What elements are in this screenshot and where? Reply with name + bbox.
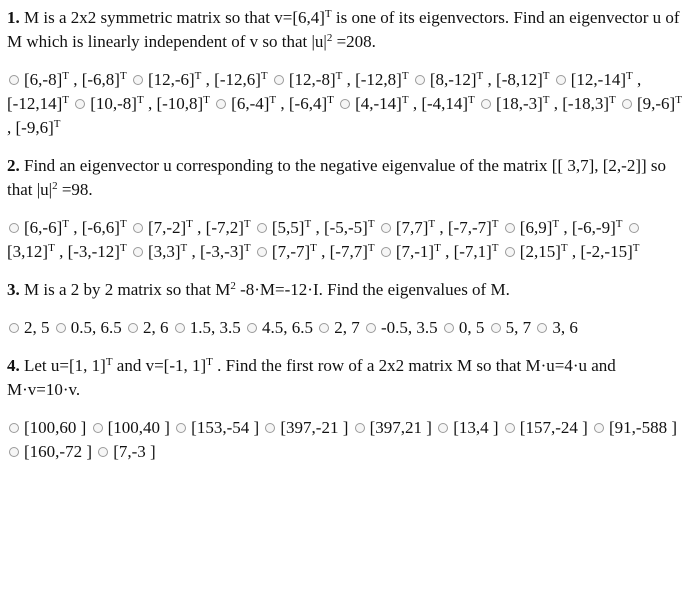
option-vector: [2,15] — [519, 242, 561, 261]
option-vector: [6,-8] — [24, 70, 63, 89]
answer-option[interactable] — [489, 318, 532, 337]
question-4 — [7, 354, 690, 464]
answer-option[interactable] — [174, 418, 259, 437]
radio-button[interactable] — [133, 247, 143, 257]
answer-option[interactable]: $[7,7]^T$ , $[-7,-7]^T$ — [379, 218, 499, 237]
option-vector: [6,9] — [519, 218, 553, 237]
answer-option[interactable]: $[18,-3]^T$ , $[-18,3]^T$ — [479, 94, 616, 113]
option-label: [160,-72 ] — [24, 442, 92, 461]
radio-button[interactable] — [257, 247, 267, 257]
answer-option[interactable] — [96, 442, 155, 461]
answer-option[interactable]: $[6,9]^T$ , $[-6,-9]^T$ — [503, 218, 623, 237]
option-label: 2, 6 — [143, 318, 169, 337]
question-number: 2. — [7, 156, 20, 175]
answer-option[interactable] — [91, 418, 170, 437]
answer-option[interactable]: $[6,-6]^T$ , $[-6,6]^T$ — [7, 218, 127, 237]
answer-option[interactable] — [7, 442, 92, 461]
radio-button[interactable] — [216, 99, 226, 109]
answer-option[interactable]: $[10,-8]^T$ , $[-10,8]^T$ — [73, 94, 210, 113]
option-label: [153,-54 ] — [191, 418, 260, 437]
radio-button[interactable] — [319, 323, 329, 333]
question-4-options — [7, 416, 690, 464]
radio-button[interactable] — [355, 423, 365, 433]
question-3-text: 3. M is a 2 by 2 matrix so that $M^2$ -8·M=-12·I. Find the eigenvalues of M. — [7, 280, 510, 299]
radio-button[interactable] — [93, 423, 103, 433]
option-vector: [4,-14] — [355, 94, 402, 113]
option-vector: [5,5] — [271, 218, 305, 237]
radio-button[interactable] — [505, 223, 515, 233]
option-vector: [-6,-9] — [571, 218, 616, 237]
option-vector: [-10,8] — [156, 94, 204, 113]
option-vector: [18,-3] — [496, 94, 543, 113]
question-number: 4. — [7, 356, 20, 375]
question-1-options — [7, 68, 690, 140]
radio-button[interactable] — [56, 323, 66, 333]
radio-button[interactable] — [133, 75, 143, 85]
option-vector: [-7,1] — [453, 242, 492, 261]
answer-option[interactable]: $[12,-6]^T$ , $[-12,6]^T$ — [131, 70, 268, 89]
radio-button[interactable] — [9, 423, 19, 433]
answer-option[interactable] — [364, 318, 438, 337]
radio-button[interactable] — [537, 323, 547, 333]
option-label: 2, 5 — [24, 318, 50, 337]
radio-button[interactable] — [133, 223, 143, 233]
radio-button[interactable] — [9, 447, 19, 457]
option-vector: [-7,7] — [329, 242, 368, 261]
radio-button[interactable] — [128, 323, 138, 333]
radio-button[interactable] — [594, 423, 604, 433]
option-vector: [-18,3] — [562, 94, 609, 113]
option-label: 0, 5 — [458, 318, 485, 337]
answer-option[interactable]: $[2,15]^T$ , $[-2,-15]^T$ — [503, 242, 640, 261]
answer-option[interactable] — [263, 418, 348, 437]
option-label: -0.5, 3.5 — [381, 318, 438, 337]
option-vector: [3,3] — [147, 242, 181, 261]
answer-option[interactable] — [442, 318, 485, 337]
option-label: 5, 7 — [505, 318, 532, 337]
radio-button[interactable] — [366, 323, 376, 333]
answer-option[interactable]: $[7,-7]^T$ , $[-7,7]^T$ — [255, 242, 375, 261]
answer-option[interactable]: $[4,-14]^T$ , $[-4,14]^T$ — [338, 94, 475, 113]
radio-button[interactable] — [505, 247, 515, 257]
answer-option[interactable]: $[8,-12]^T$ , $[-8,12]^T$ — [413, 70, 550, 89]
radio-button[interactable] — [265, 423, 275, 433]
option-label: [100,60 ] — [24, 418, 87, 437]
answer-option[interactable]: $[9,-6]^T$ , $[-9,6]^T$ — [7, 94, 682, 137]
radio-button[interactable] — [505, 423, 515, 433]
answer-option[interactable] — [245, 318, 313, 337]
radio-button[interactable] — [175, 323, 185, 333]
option-vector: [-7,-7] — [447, 218, 492, 237]
question-2 — [7, 154, 690, 264]
option-vector: [7,7] — [395, 218, 429, 237]
radio-button[interactable] — [481, 99, 491, 109]
option-vector: [7,-2] — [147, 218, 187, 237]
option-vector: [-6,8] — [81, 70, 120, 89]
radio-button[interactable] — [340, 99, 350, 109]
option-vector: [8,-12] — [429, 70, 477, 89]
radio-button[interactable] — [381, 247, 391, 257]
question-2-options — [7, 216, 690, 264]
radio-button[interactable] — [9, 223, 19, 233]
option-vector: [-3,-12] — [67, 242, 120, 261]
answer-option[interactable]: $[7,-2]^T$ , $[-7,2]^T$ — [131, 218, 251, 237]
radio-button[interactable] — [438, 423, 448, 433]
option-vector: [-6,6] — [81, 218, 120, 237]
radio-button[interactable] — [629, 223, 639, 233]
option-vector: [6,-6] — [24, 218, 63, 237]
answer-option[interactable] — [317, 318, 360, 337]
answer-option[interactable]: $[12,-14]^T$ , $[-12,14]^T$ — [7, 70, 642, 113]
answer-option[interactable] — [535, 318, 578, 337]
option-label: 3, 6 — [552, 318, 578, 337]
radio-button[interactable] — [9, 75, 19, 85]
answer-option[interactable] — [353, 418, 432, 437]
answer-option[interactable]: $[6,-8]^T$ , $[-6,8]^T$ — [7, 70, 127, 89]
option-vector: [-7,2] — [205, 218, 244, 237]
radio-button[interactable] — [98, 447, 108, 457]
option-vector: [-5,-5] — [323, 218, 368, 237]
option-vector: [-2,-15] — [580, 242, 633, 261]
answer-option[interactable]: $[12,-8]^T$ , $[-12,8]^T$ — [272, 70, 409, 89]
option-vector: [3,12] — [7, 242, 49, 261]
question-1-text: 1. M is a 2x2 symmetric matrix so that $v=[6,4]^T$ is one of its eigenvectors. Find an eigenvector u of M which is linearly independent of v so that $|u|^2 =208$. — [7, 8, 680, 51]
radio-button[interactable] — [176, 423, 186, 433]
option-label: 1.5, 3.5 — [189, 318, 241, 337]
option-label: 0.5, 6.5 — [70, 318, 122, 337]
option-vector: [10,-8] — [90, 94, 137, 113]
answer-option[interactable] — [54, 318, 122, 337]
option-label: [100,40 ] — [107, 418, 170, 437]
option-label: [13,4 ] — [453, 418, 499, 437]
question-3-options — [7, 316, 690, 340]
option-label: [157,-24 ] — [519, 418, 588, 437]
question-number: 3. — [7, 280, 20, 299]
question-3 — [7, 278, 690, 340]
radio-button[interactable] — [622, 99, 632, 109]
radio-button[interactable] — [257, 223, 267, 233]
option-label: 4.5, 6.5 — [262, 318, 313, 337]
option-vector: [-8,12] — [496, 70, 543, 89]
option-label: [7,-3 ] — [113, 442, 156, 461]
answer-option[interactable]: $[7,-1]^T$ , $[-7,1]^T$ — [379, 242, 499, 261]
radio-button[interactable] — [247, 323, 257, 333]
radio-button[interactable] — [491, 323, 501, 333]
option-vector: [12,-8] — [288, 70, 336, 89]
option-vector: [-3,-3] — [200, 242, 244, 261]
answer-option[interactable]: $[3,3]^T$ , $[-3,-3]^T$ — [131, 242, 251, 261]
option-label: [91,-588 ] — [609, 418, 677, 437]
answer-option[interactable] — [7, 418, 86, 437]
answer-option[interactable] — [173, 318, 241, 337]
answer-option[interactable] — [592, 418, 677, 437]
option-vector: [-4,14] — [421, 94, 469, 113]
answer-option[interactable] — [7, 318, 50, 337]
option-vector: [7,-1] — [395, 242, 435, 261]
option-vector: [-12,6] — [214, 70, 261, 89]
option-vector: [9,-6] — [636, 94, 676, 113]
question-number: 1. — [7, 8, 20, 27]
radio-button[interactable] — [9, 323, 19, 333]
answer-option[interactable] — [503, 418, 588, 437]
answer-option[interactable] — [436, 418, 498, 437]
answer-option[interactable]: $[5,5]^T$ , $[-5,-5]^T$ — [255, 218, 375, 237]
option-vector: [12,-14] — [570, 70, 626, 89]
option-vector: [6,-4] — [231, 94, 270, 113]
option-vector: [12,-6] — [147, 70, 195, 89]
option-vector: [-12,8] — [355, 70, 402, 89]
option-vector: [-9,6] — [15, 118, 54, 137]
radio-button[interactable] — [444, 323, 454, 333]
radio-button[interactable] — [381, 223, 391, 233]
option-vector: [-6,4] — [288, 94, 328, 113]
option-label: [397,-21 ] — [280, 418, 349, 437]
answer-option[interactable] — [126, 318, 169, 337]
radio-button[interactable] — [415, 75, 425, 85]
option-vector: [7,-7] — [271, 242, 311, 261]
radio-button[interactable] — [556, 75, 566, 85]
option-label: [397,21 ] — [369, 418, 432, 437]
radio-button[interactable] — [75, 99, 85, 109]
answer-option[interactable]: $[3,12]^T$ , $[-3,-12]^T$ — [7, 218, 644, 261]
radio-button[interactable] — [274, 75, 284, 85]
option-label: 2, 7 — [334, 318, 360, 337]
option-vector: [-12,14] — [7, 94, 63, 113]
question-1 — [7, 6, 690, 140]
answer-option[interactable]: $[6,-4]^T$ , $[-6,4]^T$ — [214, 94, 334, 113]
question-4-text: 4. Let u=[1, 1]$^T$ and v=[-1, 1]$^T$ . Find the first row of a 2x2 matrix M so that M·u=4·u and M·v=10·v. — [7, 356, 616, 399]
question-2-text: 2. Find an eigenvector u corresponding to the negative eigenvalue of the matrix [[ 3,7], [2,-2]] so that $|u|^2 =98$. — [7, 156, 667, 199]
